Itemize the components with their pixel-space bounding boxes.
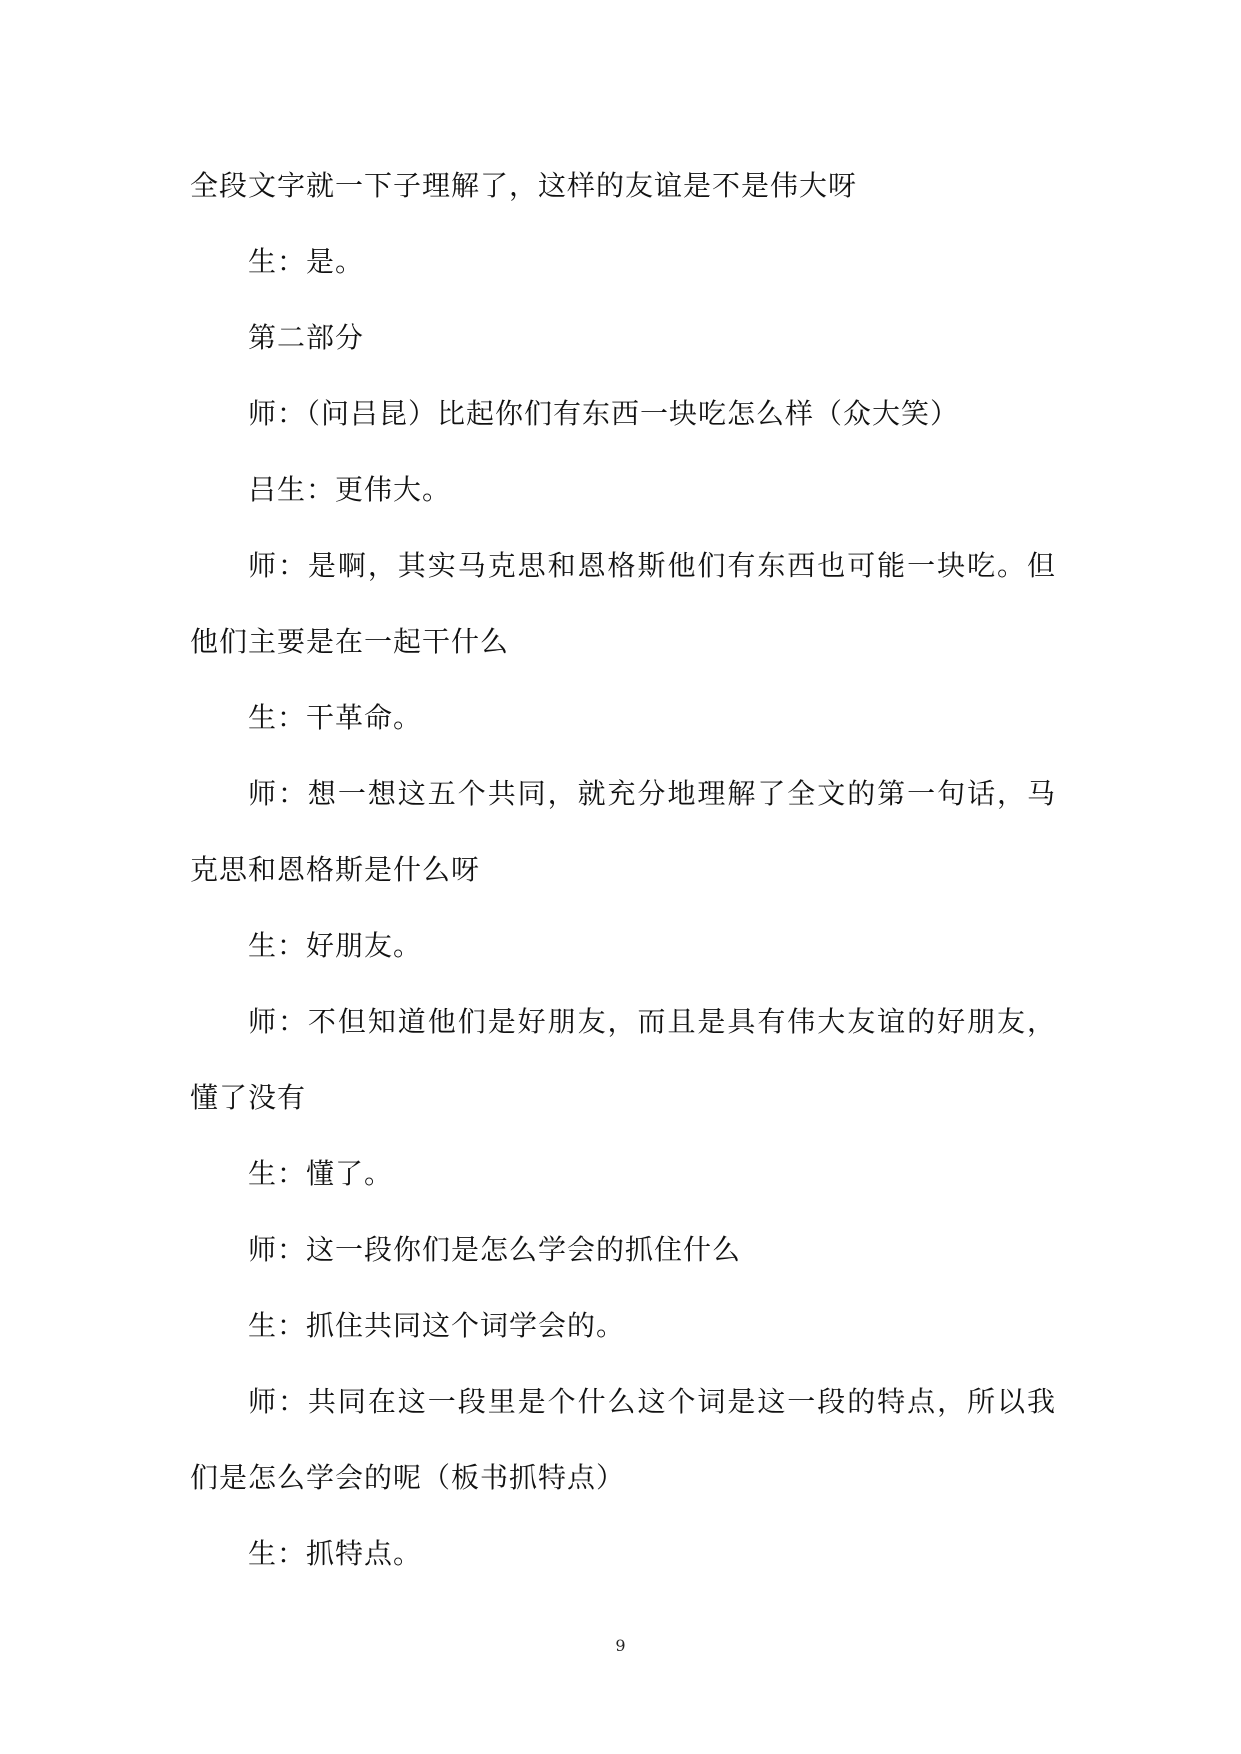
paragraph: 师：共同在这一段里是个什么这个词是这一段的特点，所以我们是怎么学会的呢（板书抓特点） <box>190 1385 1056 1494</box>
paragraph: 生：抓特点。 <box>248 1537 423 1570</box>
body-text <box>190 148 1056 1592</box>
paragraph: 师：是啊，其实马克思和恩格斯他们有东西也可能一块吃。但他们主要是在一起干什么 <box>190 549 1056 658</box>
paragraph: 生：干革命。 <box>248 701 423 734</box>
paragraph: 生：是。 <box>248 245 365 278</box>
page-number: 9 <box>615 1636 626 1655</box>
paragraph: 师：想一想这五个共同，就充分地理解了全文的第一句话，马克思和恩格斯是什么呀 <box>190 777 1056 886</box>
paragraph: 吕生：更伟大。 <box>248 473 452 506</box>
section-heading: 第二部分 <box>248 321 365 354</box>
paragraph: 师：不但知道他们是好朋友，而且是具有伟大友谊的好朋友，懂了没有 <box>190 1005 1056 1114</box>
paragraph: 师：这一段你们是怎么学会的抓住什么 <box>248 1233 742 1266</box>
paragraph: 生：好朋友。 <box>248 929 423 962</box>
paragraph: 师：（问吕昆）比起你们有东西一块吃怎么样（众大笑） <box>248 397 960 430</box>
paragraph: 生：抓住共同这个词学会的。 <box>248 1309 626 1342</box>
paragraph: 全段文字就一下子理解了，这样的友谊是不是伟大呀 <box>190 169 858 202</box>
paragraph: 生：懂了。 <box>248 1157 394 1190</box>
